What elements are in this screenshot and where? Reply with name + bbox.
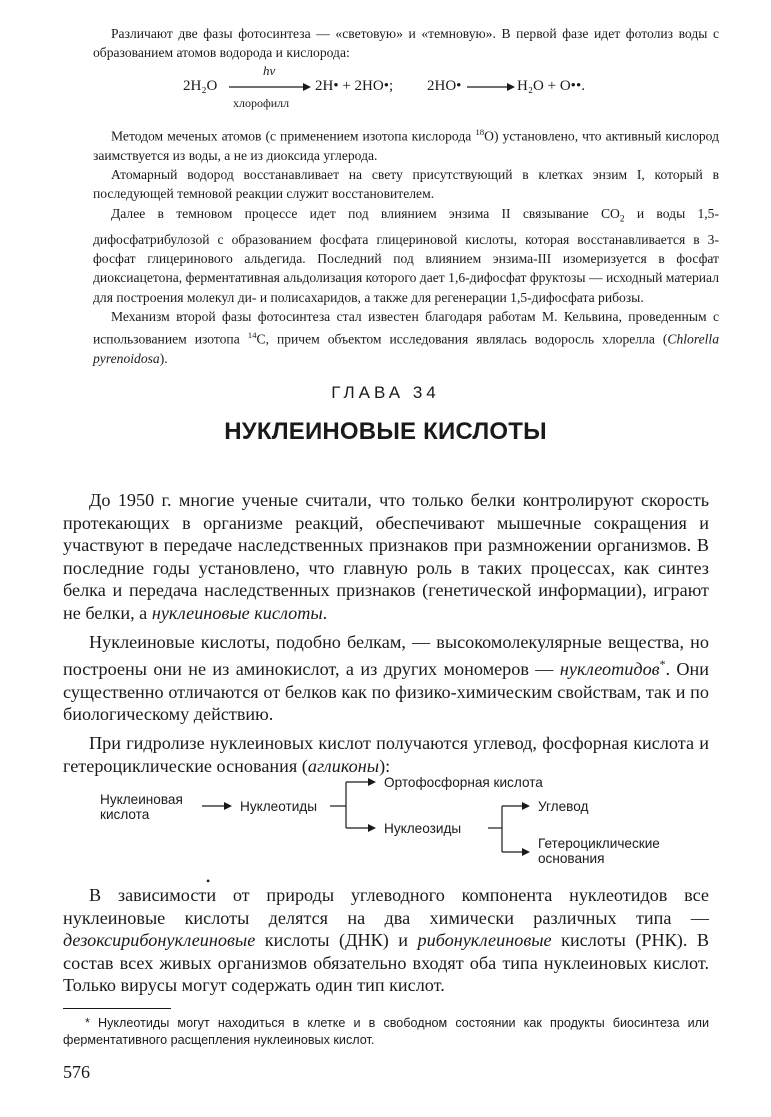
scheme-nucleic-acid-2: кислота	[100, 807, 150, 822]
reaction-arrow-icon	[229, 82, 311, 92]
equation-left: 2H₂O	[183, 78, 218, 94]
intro-text: Различают две фазы фотосинтеза — «световую» и «темновую». В первой фазе идет фотолиз воды с образованием атомов водорода и кислорода:	[93, 26, 719, 61]
print-dot: •	[206, 874, 211, 888]
scheme-nucleosides: Нуклеозиды	[384, 821, 462, 836]
intro-paragraph-4: Далее в темновом процессе идет под влиянием энзима II связывание $CO_2$ и воды 1,5-дифосфатрибулозой с образованием фосфата глицериновой кислоты, которая восстанавливается в 3-фосфат глицеринового альдегида. Последний под влиянием энзима-III изомеризуется в фосфат диоксиацетона, ферментативная альдолизация которого дает 1,6-дифосфат фруктозы — исходный материал для построения молекул ди- и полисахаридов, а также для регенерации 1,5-дифосфата рибозы.	[93, 205, 719, 305]
scheme-carbohydrate: Углевод	[538, 799, 589, 814]
equation-right1: 2H• + 2HO•;	[315, 78, 394, 94]
reaction-arrow-icon	[467, 82, 515, 92]
main-text	[63, 489, 709, 777]
body-paragraph-1: До 1950 г. многие ученые считали, что только белки контролируют скорость протекающих в организме реакций, обеспечивают мышечные сокращения и участвуют в передаче наследственных признаков при размножении организмов. В последние годы установлено, что главную роль в таких процессах, как синтез белка и передача наследственных признаков (генетической информации), играют не белки, а нуклеиновые кислоты.	[63, 490, 709, 623]
equation-left2: 2HO•	[427, 78, 462, 94]
equation-right2: H₂O + O••.	[517, 78, 585, 94]
intro-paragraph-1	[93, 24, 719, 63]
scheme-nucleotides: Нуклеотиды	[240, 799, 317, 814]
footnote-divider	[63, 1008, 171, 1009]
intro-paragraph-3: Атомарный водород восстанавливает на свету присутствующий в клетках энзим I, который в последующей темновой реакции служит восстановителем.	[93, 167, 719, 202]
intro-paragraph-2: Методом меченых атомов (с применением изотопа кислорода $^{18}$O) установлено, что активный кислород заимствуется из воды, а не из диоксида углерода.	[93, 127, 719, 163]
main-text-continued	[63, 884, 709, 997]
page-number: 576	[63, 1062, 90, 1082]
chapter-label: ГЛАВА 34	[331, 383, 440, 402]
hydrolysis-scheme	[90, 770, 710, 870]
equation-below-arrow: хлорофилл	[233, 96, 290, 110]
intro-paragraph-5: Механизм второй фазы фотосинтеза стал известен благодаря работам М. Кельвина, проведенным с использованием изотопа $^{14}$C, причем объектом исследования являлась водоросль хлорелла (Chlorella pyrenoidosa).	[93, 308, 719, 367]
body-paragraph-4: В зависимости от природы углеводного компонента нуклеотидов все нуклеиновые кислоты делятся на два химически различных типа — дезоксирибонуклеиновые кислоты (ДНК) и рибонуклеиновые кислоты (РНК). В состав всех живых организмов обязательно входят оба типа нуклеиновых кислот. Только вирусы могут содержать один тип кислот.	[63, 885, 709, 996]
scheme-nucleic-acid-1: Нуклеиновая	[100, 792, 183, 807]
body-paragraph-2: Нуклеиновые кислоты, подобно белкам, — высокомолекулярные вещества, но построены они не из аминокислот, а из других мономеров — нуклеотидов*. Они существенно отличаются от белков как по физико-химическим свойствам, так и по биологическому действию.	[63, 631, 709, 725]
photolysis-equation	[183, 63, 623, 116]
equation-above-arrow: hν	[263, 63, 276, 78]
intro-section	[93, 123, 719, 368]
footnote: * Нуклеотиды могут находиться в клетке и в свободном состоянии как продукты биосинтеза или ферментативного расщепления нуклеиновых кислот.	[63, 1016, 709, 1047]
body-paragraph-3: При гидролизе нуклеиновых кислот получаются углевод, фосфорная кислота и гетероциклические основания (агликоны):	[63, 733, 709, 776]
chapter-title: НУКЛЕИНОВЫЕ КИСЛОТЫ	[224, 418, 547, 445]
scheme-heterocyclic-1: Гетероциклические	[538, 836, 660, 851]
scheme-heterocyclic-2: основания	[538, 851, 605, 866]
scheme-orthophosphoric-acid: Ортофосфорная кислота	[384, 775, 543, 790]
